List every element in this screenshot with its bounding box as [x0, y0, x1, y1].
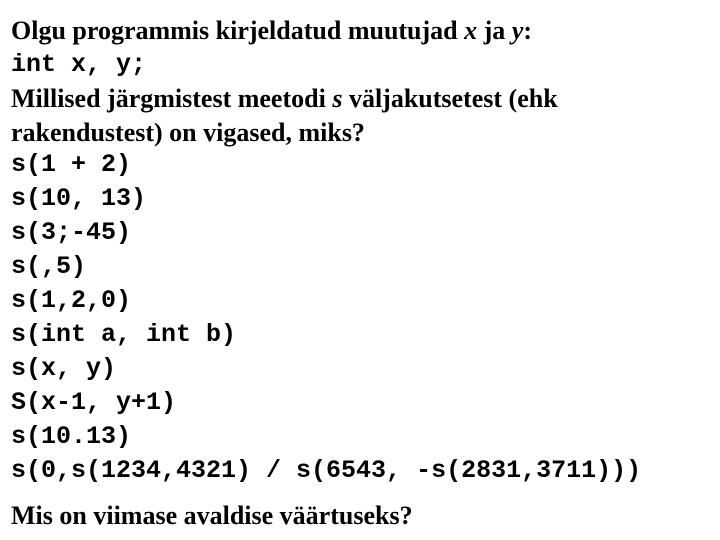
call-line: s(3;-45)	[11, 218, 132, 247]
declaration-code: int x, y;	[11, 50, 147, 79]
call-line: s(1 + 2)	[11, 150, 132, 179]
call-line: s(,5)	[11, 252, 87, 281]
variable-x: x	[464, 16, 478, 45]
call-line: s(x, y)	[11, 354, 117, 383]
call-line: s(1,2,0)	[11, 286, 132, 315]
call-line: s(10, 13)	[11, 184, 147, 213]
intro-prefix: Olgu programmis kirjeldatud muutujad	[11, 16, 465, 45]
question-line-1	[11, 82, 558, 116]
question-line-2: rakendustest) on vigased, miks?	[11, 118, 365, 147]
question-suffix: väljakutsetest (ehk	[342, 84, 558, 113]
call-line: S(x-1, y+1)	[11, 388, 177, 417]
call-line: s(0,s(1234,4321) / s(6543, -s(2831,3711)))	[11, 456, 642, 485]
call-line: s(int a, int b)	[11, 320, 237, 349]
final-question: Mis on viimase avaldise väärtuseks?	[11, 501, 413, 530]
question-prefix: Millised järgmistest meetodi	[11, 84, 333, 113]
and-word: ja	[477, 16, 512, 45]
intro-line	[11, 14, 532, 48]
call-line: s(10.13)	[11, 422, 132, 451]
method-name: s	[332, 84, 343, 113]
variable-y: y	[511, 16, 524, 45]
intro-suffix: :	[523, 16, 533, 45]
